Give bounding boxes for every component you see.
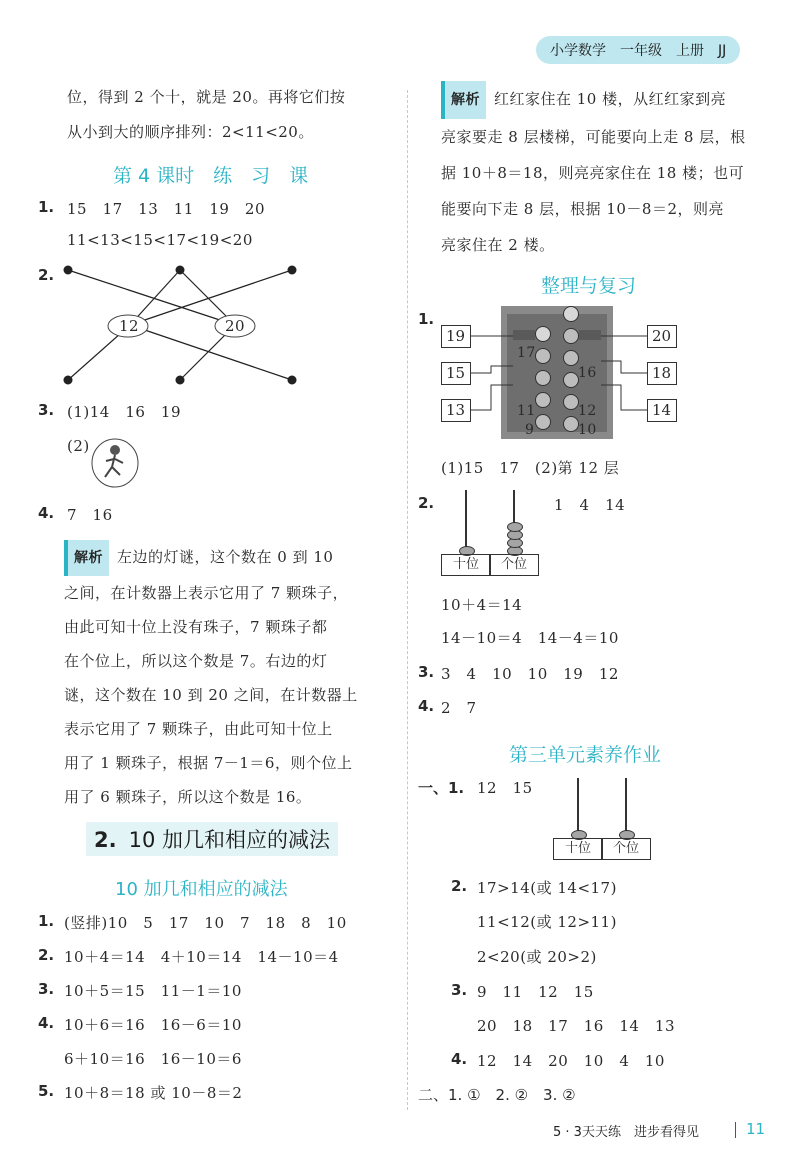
footer-brand: 5 · 3天天练 进步看得见 <box>553 1125 699 1140</box>
q2-number: 2. <box>38 266 55 284</box>
r1-answer: (1)15 17 (2)第 12 层 <box>441 459 620 477</box>
analysis-line: 据 10＋8＝18，则亮亮家住在 18 楼；也可 <box>441 164 745 182</box>
r4-answer: 2 7 <box>441 699 477 717</box>
floor-label: 16 <box>578 365 597 381</box>
floor-box: 18 <box>647 362 677 385</box>
running-child-illustration <box>90 437 140 489</box>
r3-number: 3. <box>418 663 435 681</box>
q3-number: 3. <box>38 401 55 419</box>
r2-number: 2. <box>418 494 435 512</box>
exercise-list <box>38 906 398 1110</box>
exercise-row: 4. 10＋6＝16 16－6＝10 <box>38 1014 242 1034</box>
unit3-title: 第三单元素养作业 <box>509 744 662 766</box>
floor-box: 20 <box>647 325 677 348</box>
u1-number: 一、1. <box>418 779 465 797</box>
u5-answer: 二、1. ① 2. ② 3. ② <box>418 1086 576 1104</box>
building-lines <box>441 306 681 440</box>
tens-label: 十位 <box>441 554 491 576</box>
u2-answer-c: 2<20(或 20>2) <box>477 948 597 966</box>
analysis-line: 在个位上，所以这个数是 7。右边的灯 <box>64 652 328 670</box>
ones-label: 个位 <box>489 554 539 576</box>
analysis-line: 谜，这个数在 10 到 20 之间，在计数器上 <box>64 686 358 704</box>
section-2-number: 2. <box>94 828 117 852</box>
q3-answer-b: (2) <box>67 437 90 455</box>
q4-number: 4. <box>38 504 55 522</box>
floor-box: 15 <box>441 362 471 385</box>
u3-number: 3. <box>451 981 468 999</box>
u4-answer: 12 14 20 10 4 10 <box>477 1052 665 1070</box>
abacus-u1 <box>553 778 649 860</box>
floor-label: 11 <box>517 403 536 419</box>
analysis-line: 亮家要走 8 层楼梯，可能要向上走 8 层，根 <box>441 128 746 146</box>
analysis-line: 左边的灯谜，这个数在 0 到 10 <box>117 548 334 566</box>
q2-oval-label-2: 20 <box>225 317 246 335</box>
floor-label: 12 <box>578 403 597 419</box>
analysis-line: 表示它用了 7 颗珠子，由此可知十位上 <box>64 720 333 738</box>
bead-column-right <box>563 306 579 438</box>
exercise-row: 2. 10＋4＝14 4＋10＝14 14－10＝4 <box>38 946 339 966</box>
subsection-title: 10 加几和相应的减法 <box>115 879 288 900</box>
floor-box: 19 <box>441 325 471 348</box>
q1-answer-a: 15 17 13 11 19 20 <box>67 200 266 218</box>
q2-matching-diagram <box>55 258 315 393</box>
u1-answer: 12 15 <box>477 779 533 797</box>
header-title: 小学数学 一年级 上册 JJ <box>536 36 740 64</box>
q1-number: 1. <box>38 198 55 216</box>
floor-label: 10 <box>578 422 597 438</box>
u2-answer-b: 11<12(或 12>11) <box>477 913 617 931</box>
analysis-line: 用了 1 颗珠子，根据 7－1＝6，则个位上 <box>64 754 353 772</box>
abacus-r2 <box>441 490 537 576</box>
r2-line-1: 10＋4＝14 <box>441 596 523 614</box>
exercise-row: 5. 10＋8＝18 或 10－8＝2 <box>38 1082 243 1102</box>
right-analysis-block <box>441 81 781 263</box>
analysis-line: 亮家住在 2 楼。 <box>441 236 555 254</box>
q1-answer-b: 11<13<15<17<19<20 <box>67 231 253 249</box>
analysis-tag: 解析 <box>64 540 109 576</box>
building-diagram <box>441 306 681 440</box>
page-number: 11 <box>746 1120 766 1138</box>
floor-label: 17 <box>517 345 536 361</box>
review-title: 整理与复习 <box>541 275 637 297</box>
r3-answer: 3 4 10 10 19 12 <box>441 665 619 683</box>
u2-answer-a: 17>14(或 14<17) <box>477 879 617 897</box>
section-2-heading <box>86 822 338 856</box>
tens-label: 十位 <box>553 838 603 860</box>
intro-line-1: 位，得到 2 个十，就是 20。再将它们按 <box>67 88 346 106</box>
q3-answer-a: (1)14 16 19 <box>67 403 182 421</box>
q4-answer: 7 16 <box>67 506 113 524</box>
footer-divider <box>735 1122 736 1138</box>
lesson-title: 第 4 课时 练 习 课 <box>113 165 309 187</box>
u4-number: 4. <box>451 1050 468 1068</box>
q2-oval-label-1: 12 <box>119 317 140 335</box>
exercise-row: 3. 10＋5＝15 11－1＝10 <box>38 980 242 1000</box>
analysis-line: 能要向下走 8 层，根据 10－8＝2，则亮 <box>441 200 725 218</box>
exercise-row: 1. (竖排)10 5 17 10 7 18 8 10 <box>38 912 347 932</box>
section-2-title: 10 加几和相应的减法 <box>128 828 330 852</box>
floor-label: 9 <box>525 422 535 438</box>
u2-number: 2. <box>451 877 468 895</box>
analysis-line: 红红家住在 10 楼，从红红家到亮 <box>494 90 727 108</box>
analysis-line: 用了 6 颗珠子，所以这个数是 16。 <box>64 788 312 806</box>
r4-number: 4. <box>418 697 435 715</box>
ones-label: 个位 <box>601 838 651 860</box>
r1-number: 1. <box>418 310 435 328</box>
u3-answer-b: 20 18 17 16 14 13 <box>477 1017 676 1035</box>
u3-answer-a: 9 11 12 15 <box>477 983 594 1001</box>
analysis-line: 由此可知十位上没有珠子，7 颗珠子都 <box>64 618 328 636</box>
floor-box: 14 <box>647 399 677 422</box>
r2-line-2: 14－10＝4 14－4＝10 <box>441 629 619 647</box>
analysis-tag: 解析 <box>441 81 486 119</box>
column-divider <box>407 90 409 1110</box>
bead-column-left <box>535 326 551 436</box>
floor-box: 13 <box>441 399 471 422</box>
analysis-line: 之间，在计数器上表示它用了 7 颗珠子， <box>64 584 349 602</box>
intro-line-2: 从小到大的顺序排列：2<11<20。 <box>67 123 314 141</box>
r2-top-values: 1 4 14 <box>554 496 626 514</box>
left-analysis-block <box>64 540 394 814</box>
exercise-row: 6＋10＝16 16－10＝6 <box>64 1050 242 1068</box>
